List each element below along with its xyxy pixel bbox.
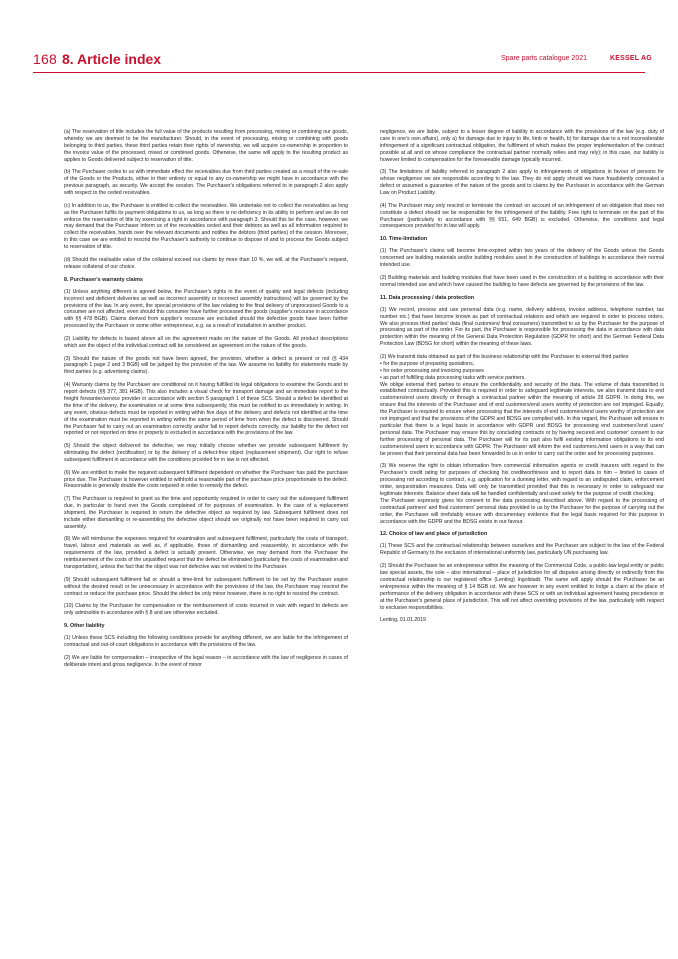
paragraph: (1) These SCS and the contractual relationship between ourselves and the Purchaser are subject to the law of the Federal Republic of Germany to the exclusion of international uniformity law, particularly UN purchasing law.: [380, 543, 664, 557]
paragraph: (1) Unless these SCS including the following conditions provide for anything different, we are liable for the infringement of contractual and out-of-court obligations in accordance with the provisions of the law.: [64, 635, 348, 649]
paragraph: (4) Warranty claims by the Purchaser are conditional on it having fulfilled its legal obligations to examine the Goods and to report defects (§§ 377, 381 HGB). This also includes a visual check for transport damage and an immediate report to the freight forwarder/service provider in accordance with section 5 paragraph 1 of these SCS. Should a defect be identified at the time of the delivery, the examination or at some time subsequently, this must be notified to us immediately in writing. In any event, obvious defects must be reported in writing within five days of the delivery and defects not identified at the time of the examination must be reported in writing within the same period of time from when the defect is discovered. Should the Purchaser fail to carry out an examination correctly and/or fail to report defects correctly, our liability for the defect not reported or not reported on time or properly is excluded in accordance with the provisions of the law.: [64, 382, 348, 437]
paragraph: (1) Unless anything different is agreed below, the Purchaser's rights in the event of quality and legal defects (including incorrect and deficient deliveries as well as incorrect assembly or incorrect assembly instructions) will be governed by the provisions of the law. In any event, the special provisions of the law relating to the final delivery of unprocessed Goods to a consumer are not affected, even should this consumer have further processed the goods (supplier's recourse in accordance with §§ 478 BGB). Claims derived from supplier's recourse are excluded should the defective goods have been further processed by the Purchaser or some other entrepreneur, e.g. as a result of installation in another product.: [64, 288, 348, 330]
paragraph: (c) In addition to us, the Purchaser is entitled to collect the receivables. We undertake not to collect the receivables as long as the Purchaser fulfils its payment obligations to us, as long as there is no deficiency in its ability to perform and we do not enforce the reservation of title by exercising a right in accordance with paragraph 3. Should this be the case, however, we may demand that the Purchaser inform us of the receivables ceded and their debtors as well as all information required to collect the receivables, hands over the relevant documents and notifies the debtors (third parties) of the cession. Moreover, in this case we are entitled to rescind the Purchaser's authority to continue to dispose of and to process the Goods subject to reservation of title.: [64, 202, 348, 251]
section-heading: 8. Purchaser's warranty claims: [64, 276, 143, 283]
paragraph: negligence, we are liable, subject to a lesser degree of liability in accordance with the provisions of the law (e.g. duty of care in one's own affairs), only a) for damage due to injury to life, limb or health, b) for damage due to a not inconsiderable infringement of a significant contractual obligation, the fulfilment of which makes the proper implementation of the contract possible at all and on whose compliance the contractual partner normally relies and may rely); in this case, our liability is however limited to compensation for the foreseeable damage typically incurred.: [380, 129, 664, 163]
paragraph: (3) The limitations of liability referred to paragraph 2 also apply to infringements of obligations in favour of persons for whose negligence we are responsible according to the law. They do not apply should we have fraudulently concealed a defect or assumed a guarantee of the nature of the goods and to claims by the Purchaser in accordance with the German Law on Product Liability.: [380, 169, 664, 197]
page-number: 168: [33, 51, 57, 67]
section-heading: 11. Data processing / data protection: [380, 294, 475, 301]
paragraph: (1) We record, process and use personal data (e.g. name, delivery address, invoice address, telephone number, tax number etc.) that have become known as part of contractual relations and which are required in order to process orders. We also process third parties' data (final customers/ final consumers) transmitted to us by the Purchaser for the purpose of processing as part of the order. For its part, the Purchaser is responsible for processing the data in accordance with data protection within the meaning of the General Data Protection Regulation (GDPR for short) and the German Federal Data Protection Law (BDSG for short) within the meaning of these laws.: [380, 306, 664, 348]
header-rule: [33, 72, 645, 73]
paragraph: (9) Should subsequent fulfilment fail or should a time-limit for subsequent fulfilment to be set by the Purchaser expire without the desired result or be unnecessary in accordance with the provisions of the law, the Purchaser may rescind the contract or reduce the purchase price. Should the defect be only minor however, there is no right to rescind the contract.: [64, 576, 348, 597]
paragraph: (10) Claims by the Purchaser for compensation or the reimbursement of costs incurred in vain with regard to defects are only admissible in accordance with § 8 and are otherwise excluded.: [64, 603, 348, 617]
paragraph: (a) The reservation of title includes the full value of the products resulting from processing, mixing or combining our goods, whereby we are deemed to be the manufacturer. Should, in the event of processing, mixing or combining with goods belonging to third parties, these third parties retain their rights of ownership, we will acquire co-ownership in proportion to the invoice value of the processed, mixed or combined goods. Otherwise, the same will apply to the resulting product as applies to Goods delivered subject to reservation of title.: [64, 129, 348, 163]
paragraph: (b) The Purchaser cedes to us with immediate effect the receivables due from third parties created as a result of the re-sale of the Goods or the Products, either in their entirety or equal to any co-ownership we might have in accordance with the previous paragraph, as security. We accept the cession. The Purchaser's obligations referred to in paragraph 2 also apply with respect to the ceded receivables.: [64, 169, 348, 197]
left-text-column: [64, 129, 348, 674]
paragraph: (8) We will reimburse the expenses required for examination and subsequent fulfilment, particularly the costs of transport, travel, labour and materials as well as, if applicable, those of dismantling and reassembly, in accordance with the requirements of the law, provided a defect is actually present. Otherwise, we may demand from the Purchaser the reimbursement of the costs of the unjustified request that the defect be eliminated (particularly the costs of examination and transportation), unless the fact that the object was not defective was not evident to the Purchaser.: [64, 536, 348, 571]
paragraph: (1) The Purchaser's claims will become time-expired within two years of the delivery of the Goods unless the Goods concerned are building materials and/or building modules used in the construction of buildings in accordance their normal intended use.: [380, 248, 664, 269]
paragraph: (3) We reserve the right to obtain information from commercial information agents or credit insurers with regard to the Purchaser's credit rating for purposes of checking his creditworthiness and to report data to him – limited to cases of processing not according to contract, e.g. application for a dunning letter, with regard to an undisputed claim, enforcement order, sequestration measures. Data will only be transmitted provided that this is necessary in order to safeguard our legitimate interests. Balance sheet data will be handled confidentially and used solely for the purpose of credit checking. The Purchaser expressly gives his consent to the data processing described above. With regard to the processing of contractual partners' and final customers' personal data provided to us by the Purchaser for the purpose of carrying out the order, the Purchaser will irrefutably ensure with documentary evidence that the legal basis required for this purpose in accordance with the GDPR and the BDSG exists in our favour.: [380, 463, 664, 525]
section-heading: 10. Time-limitation: [380, 236, 428, 243]
paragraph: (4) The Purchaser may only rescind or terminate the contract on account of an infringement of an obligation that does not constitute a defect should we be responsible for the infringement of the liability. Free right to terminate on the part of the Purchaser (particularly in accordance with §§ 651, 649 BGB) is excluded. Otherwise, the conditions and legal consequences provided for in law will apply.: [380, 202, 664, 230]
section-heading: 12. Choice of law and place of jurisdiction: [380, 531, 488, 538]
brand-name: KESSEL AG: [610, 55, 652, 62]
paragraph: (2) We are liable for compensation – irrespective of the legal reason – in accordance with the law of negligence in cases of deliberate intent and gross negligence. In the event of minor: [64, 654, 348, 668]
paragraph: (2) Liability for defects is based above all on the agreement made on the nature of the Goods. All product descriptions which are the object of the individual contract will be considered an agreement on the nature of the goods.: [64, 335, 348, 349]
right-text-column: [380, 129, 664, 630]
paragraph: (7) The Purchaser is required to grant us the time and opportunity required in order to carry out the subsequent fulfilment due, in particular to hand over the Goods complained of for purposes of examination. In the case of a replacement shipment, the Purchaser is required to return the defective object as required by law. Subsequent fulfilment does not include either dismantling or re-assembling the defective object should we originally not have been required to carry out assembly.: [64, 496, 348, 530]
section-title: 8. Article index: [62, 51, 162, 67]
paragraph: Lenting, 01.01.2019: [380, 617, 426, 624]
section-heading: 9. Other liability: [64, 623, 105, 630]
paragraph: (2) Building materials and building modules that have been used in the construction of a building in accordance with their normal intended use and which have caused the building to have defects are governed by the provisions of the law.: [380, 274, 664, 288]
paragraph: (2) We transmit data obtained as part of the business relationship with the Purchaser to external third parties • for the purpose of preparing quotations, • for order processing and invoicing purposes • as part of fulfilling data processing tasks with service partners. We oblige external third parties to ensure the confidentiality and security of the data. The volume of data transmitted is established contractually. Provided this is required in order to safeguard legitimate interests, we also transmit data to end customers/end users directly or through a contractual partner within the meaning of article 28 GDPR. In doing this, we ensure that the interests of the Purchaser and of end customers/end users worthy of protection are not impinged. Equally, the Purchaser is required to ensure when processing that the interests of end customers/end users worthy of protection are not impinged and that the provisions of the GDPR and BDSG are complied with. In this regard, the Purchaser will ensure in particular that there is a legal basis in accordance with GDPR und BDSG for processing end customers'/end users' personal data. The Purchaser may ensure this by concluding contracts or by having secured end customer' consent to our further processing of personal data. The Purchaser will for its part also fulfil existing information obligations to its end customers/end users in accordance with GDPR. The Purchaser will inform the end customers./end users in a way that can be proven that their personal data has been forwarded to us in order to carry out the order and for processing purposes.: [380, 353, 664, 457]
paragraph: (6) We are entitled to make the required subsequent fulfilment dependent on whether the Purchaser has paid the purchase price due. The Purchaser is however entitled to withhold a reasonable part of the purchase price proportionate to the defect. Reasonable is generally double the costs required in order to remedy the defect.: [64, 469, 348, 490]
paragraph: (2) Should the Purchaser be an entrepreneur within the meaning of the Commercial Code, a public-law legal entity or public law special assets, the sole – also international – place of jurisdiction for all disputes arising directly or indirectly from the contractual relationship is our registered office (Lenting) Ingolstadt. The same will apply should the Purchaser be an entrepreneur within the meaning of § 14 BGB ist. We are however in any event entitled to lodge a claim at the place of performance of the delivery obligation in accordance with these SCS or with an individual agreement having precedence or at the Purchaser's general place of jurisdiction. This will not affect overriding provisions of the law, particularly with respect to exclusive responsibilities.: [380, 563, 664, 611]
catalog-name: Spare parts catalogue 2021: [501, 55, 588, 62]
paragraph: (5) Should the object delivered be defective, we may initially choose whether we provide subsequent fulfilment by eliminating the defect (rectification) or by the delivery of a defect-free object (replacement shipment). Our right to refuse subsequent fulfilment in accordance with the conditions provided for in law is not affected.: [64, 443, 348, 463]
page-header: [0, 0, 678, 74]
paragraph: (3) Should the nature of the goods not have been agreed, the provision, whether a defect is present or not (§ 434 paragraph 1 page 2 and 3 BGB) will be judged by the provision of the law. We assume no liability for statements made by third parties (e.g. advertising claims).: [64, 355, 348, 376]
paragraph: (d) Should the realisable value of the collateral exceed our claims by more than 10 %, we will, at the Purchaser's request, release collateral of our choice.: [64, 256, 348, 270]
